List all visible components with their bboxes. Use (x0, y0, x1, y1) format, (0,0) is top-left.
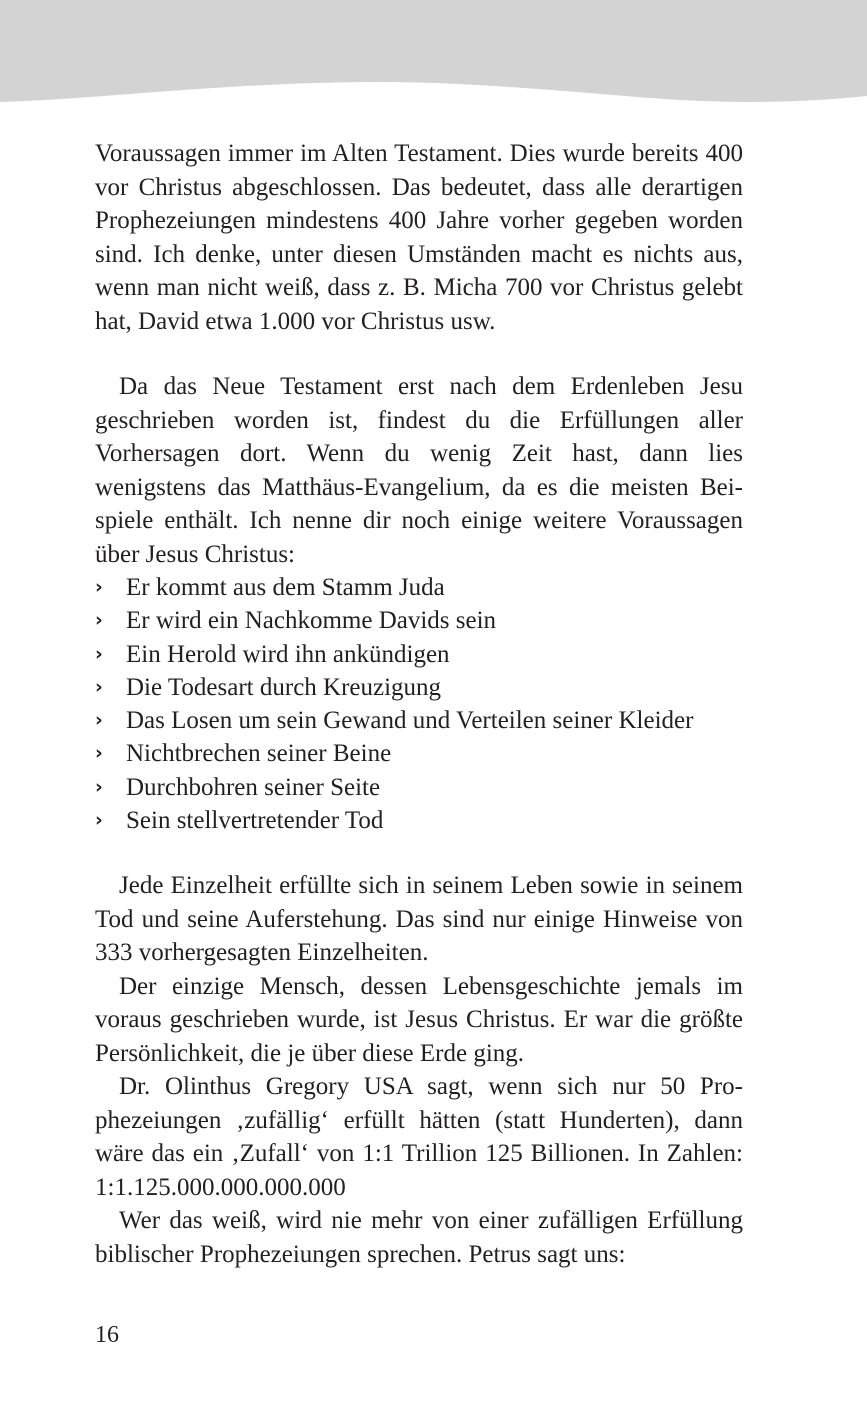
list-item (95, 771, 743, 804)
list-item (95, 737, 743, 770)
list-item-text: Sein stellvertretender Tod (126, 807, 384, 835)
chevron-right-icon: › (95, 675, 103, 698)
list-item (95, 671, 743, 704)
chevron-right-icon: › (95, 775, 103, 798)
paragraph-gap (95, 837, 743, 869)
list-item-text: Durchbohren seiner Seite (126, 773, 381, 801)
paragraph-fulfillment: Jede Einzelheit erfüllte sich in seinem Leben sowie in seinem Tod und seine Auferstehung. Das sind nur einige Hinweise von 333 vorhergesagten Einzelheiten. (95, 872, 743, 967)
paragraph-gap (95, 338, 743, 370)
paragraph-intro: Voraussagen immer im Alten Testament. Dies wurde bereits 400 vor Christus abgeschlossen. Das bedeutet, dass alle derartigen Prophezeiungen mindestens 400 Jahre vorher gegeben worden sind. Ich denke, unter diesen Umständen macht es nichts aus, wenn man nicht weiß, dass z. B. Micha 700 vor Christus gelebt hat, David etwa 1.000 vor Christus usw. (95, 140, 743, 335)
chevron-right-icon: › (95, 809, 103, 832)
paragraph-new-testament: Da das Neue Testament erst nach dem Erdenleben Jesu geschrieben worden ist, findest du die Erfüllungen aller Vorhersagen dort. Wenn du wenig Zeit hast, dann lies wenigstens das Matthäus-Evangelium, da es die meisten Beispiele enthält. Ich nenne dir noch einige weitere Voraussagen über Jesus Christus: (95, 373, 743, 568)
list-item (95, 604, 743, 637)
list-item-text: Er wird ein Nachkomme Davids sein (126, 607, 497, 635)
chevron-right-icon: › (95, 642, 103, 665)
list-item (95, 704, 743, 737)
list-item-text: Das Losen um sein Gewand und Verteilen seiner Kleider (126, 707, 694, 735)
chevron-right-icon: › (95, 576, 103, 598)
list-item-text: Nichtbrechen seiner Beine (126, 740, 392, 768)
paragraph-petrus: Wer das weiß, wird nie mehr von einer zufälligen Erfüllung biblischer Prophezeiungen sprechen. Petrus sagt uns: (95, 1207, 743, 1268)
chevron-right-icon: › (95, 609, 103, 632)
list-item (95, 571, 743, 604)
chevron-right-icon: › (95, 742, 103, 765)
chevron-right-icon: › (95, 709, 103, 732)
header-wave-shape (0, 0, 867, 120)
list-item-text: Ein Herold wird ihn ankündigen (126, 640, 450, 668)
prophecy-list (95, 571, 743, 837)
page-body (95, 137, 743, 1271)
page-number: 16 (95, 1322, 119, 1348)
paragraph-only-person: Der einzige Mensch, dessen Lebensgeschichte jemals im voraus geschrieben wurde, ist Jesus Christus. Er war die größte Persönlichkeit, die je über diese Erde ging. (95, 972, 743, 1067)
paragraph-gregory-quote: Dr. Olinthus Gregory USA sagt, wenn sich nur 50 Prophezeiungen ‚zufällig‘ erfüllt hätten (statt Hunderten), dann wäre das ein ‚Zufall‘ von 1:1 Trillion 125 Billionen. In Zahlen: 1:1.125.000.000.000.000 (95, 1073, 743, 1201)
list-item-text: Er kommt aus dem Stamm Juda (126, 574, 445, 601)
header-wave-band (0, 0, 867, 120)
list-item-text: Die Todesart durch Kreuzigung (126, 673, 442, 701)
list-item (95, 804, 743, 837)
list-item (95, 638, 743, 671)
